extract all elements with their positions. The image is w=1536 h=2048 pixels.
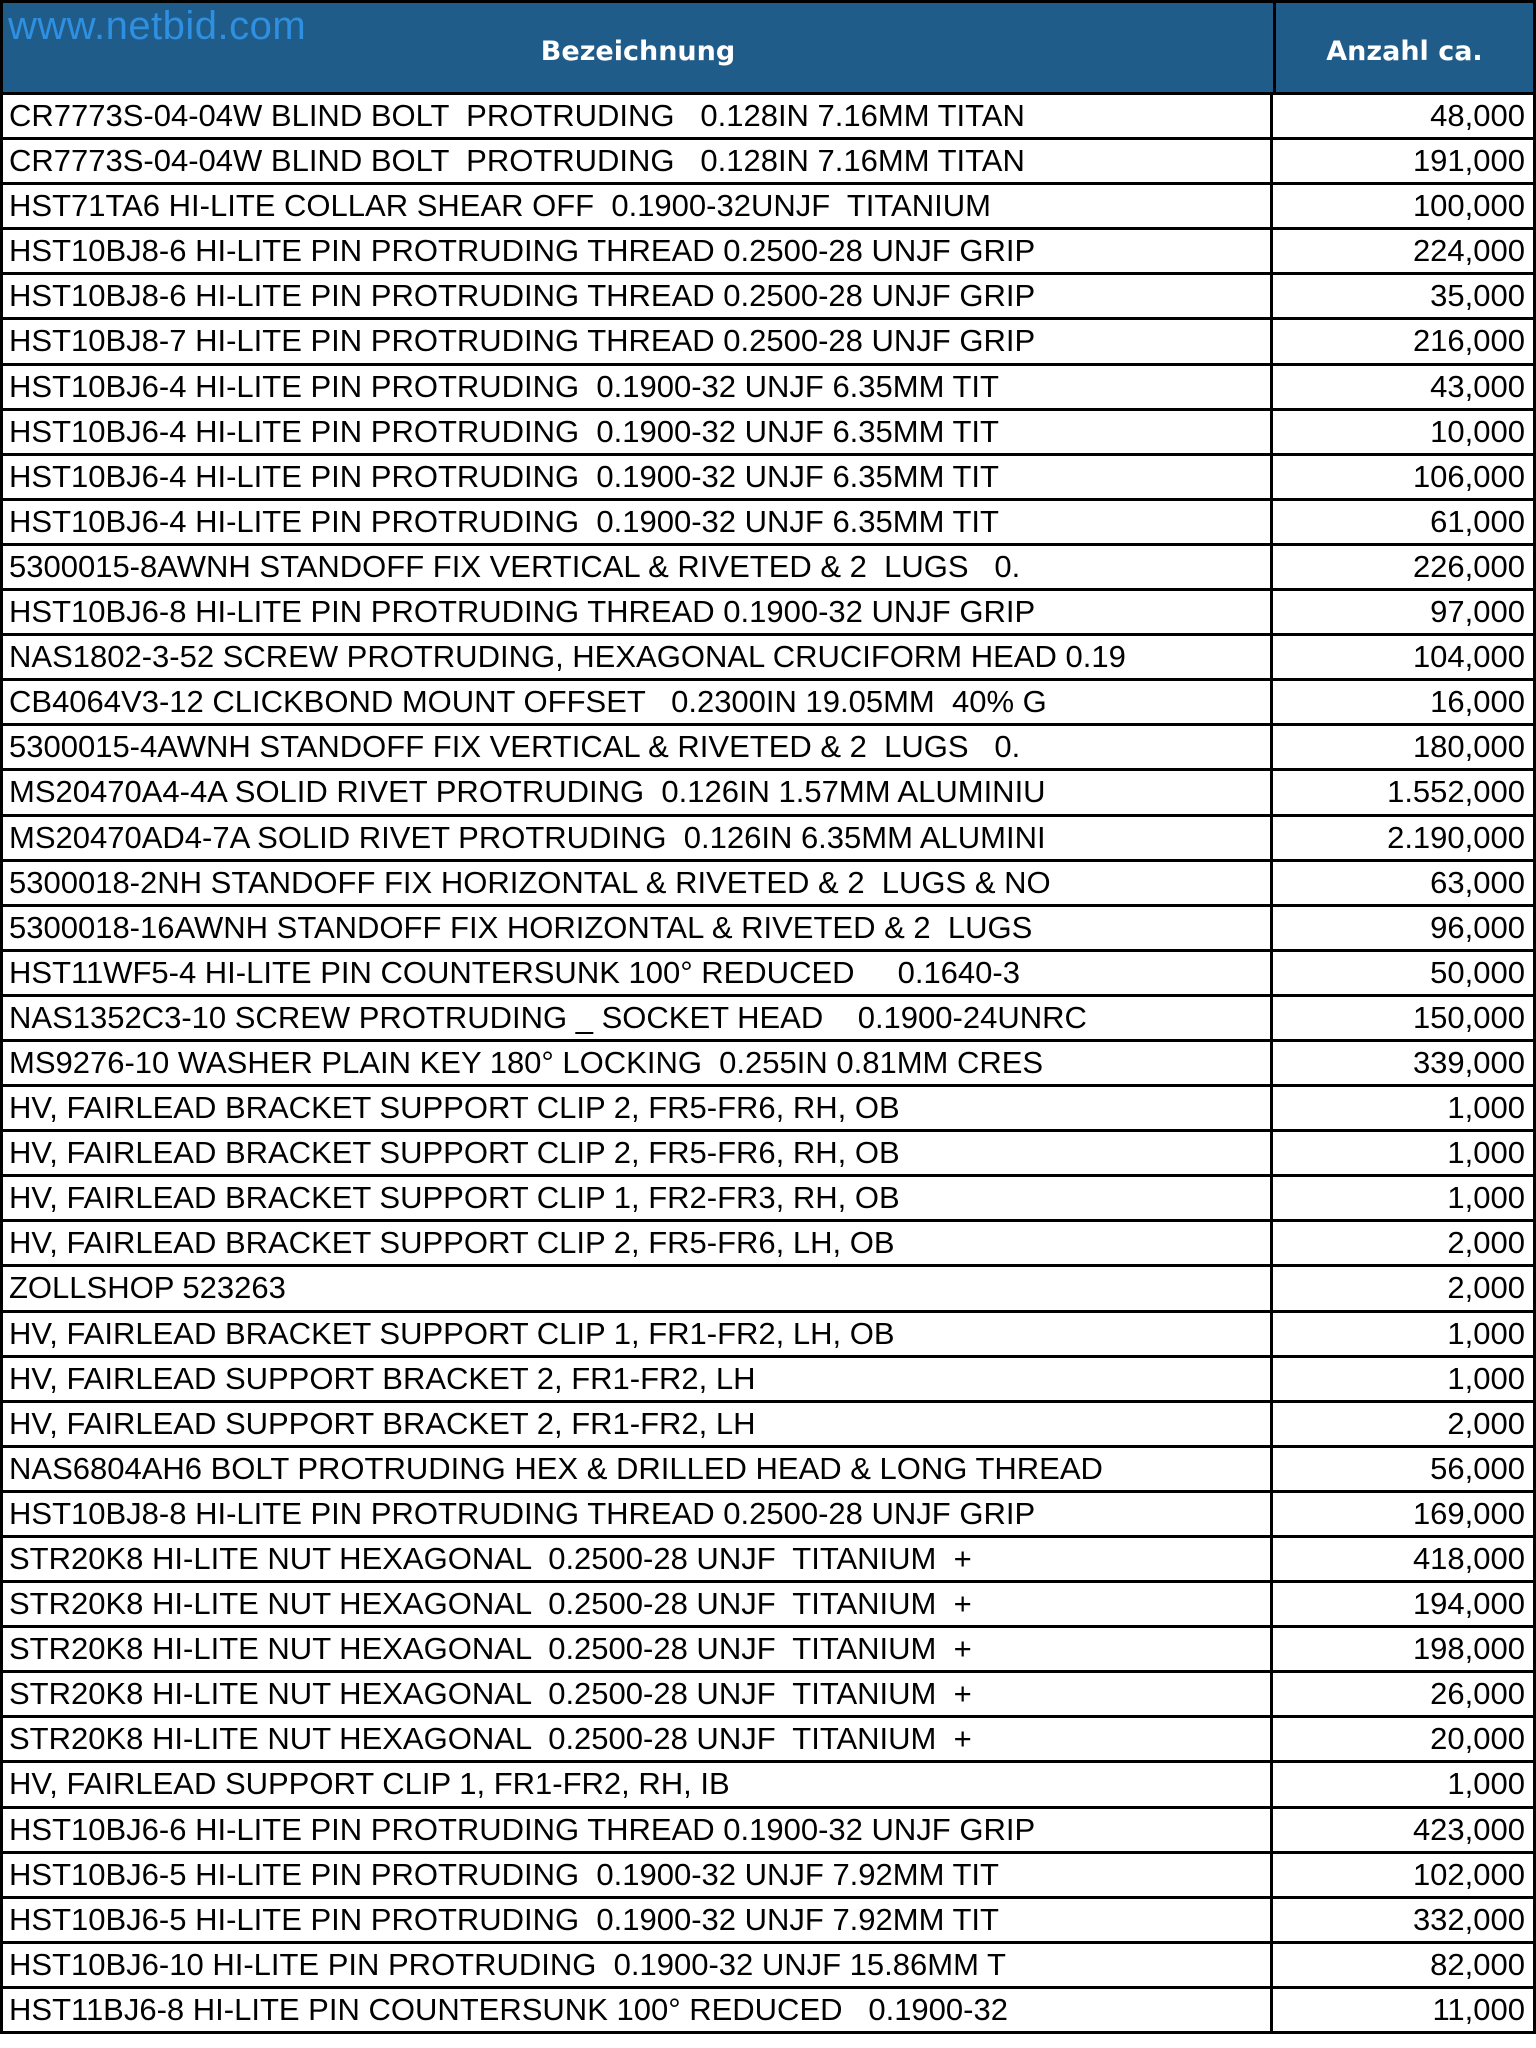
cell-description: HV, FAIRLEAD BRACKET SUPPORT CLIP 1, FR2-FR3, RH, OB (3, 1177, 1273, 1219)
cell-quantity: 216,000 (1412, 323, 1525, 359)
cell-quantity: 1,000 (1447, 1180, 1525, 1216)
cell-description: NAS1352C3-10 SCREW PROTRUDING _ SOCKET HEAD 0.1900-24UNRC (3, 997, 1273, 1039)
cell-quantity: 10,000 (1430, 413, 1525, 449)
cell-quantity: 50,000 (1430, 954, 1525, 990)
cell-quantity: 63,000 (1430, 864, 1525, 900)
cell-description: HV, FAIRLEAD SUPPORT BRACKET 2, FR1-FR2, LH (3, 1358, 1273, 1400)
table-row (0, 275, 1536, 320)
cell-quantity: 1,000 (1447, 1360, 1525, 1396)
table-row (0, 1854, 1536, 1899)
cell-description: HST10BJ6-10 HI-LITE PIN PROTRUDING 0.1900-32 UNJF 15.86MM T (3, 1944, 1273, 1986)
table-row (0, 1899, 1536, 1944)
cell-quantity: 423,000 (1412, 1811, 1525, 1847)
cell-description: HST10BJ6-4 HI-LITE PIN PROTRUDING 0.1900-32 UNJF 6.35MM TIT (3, 366, 1273, 408)
cell-quantity: 102,000 (1412, 1856, 1525, 1892)
cell-quantity: 61,000 (1430, 503, 1525, 539)
cell-description: HST11BJ6-8 HI-LITE PIN COUNTERSUNK 100° REDUCED 0.1900-32 (3, 1989, 1273, 2031)
cell-quantity: 150,000 (1412, 999, 1525, 1035)
cell-quantity: 1.552,000 (1387, 774, 1525, 810)
cell-description: HST10BJ8-6 HI-LITE PIN PROTRUDING THREAD 0.2500-28 UNJF GRIP (3, 230, 1273, 272)
cell-description: NAS1802-3-52 SCREW PROTRUDING, HEXAGONAL CRUCIFORM HEAD 0.19 (3, 636, 1273, 678)
cell-description: 5300018-2NH STANDOFF FIX HORIZONTAL & RIVETED & 2 LUGS & NO (3, 862, 1273, 904)
table-row (0, 997, 1536, 1042)
cell-quantity: 11,000 (1432, 1991, 1525, 2027)
table-row (0, 1944, 1536, 1989)
cell-description: HST10BJ6-4 HI-LITE PIN PROTRUDING 0.1900-32 UNJF 6.35MM TIT (3, 501, 1273, 543)
cell-description: HST10BJ6-6 HI-LITE PIN PROTRUDING THREAD 0.1900-32 UNJF GRIP (3, 1809, 1273, 1851)
cell-quantity: 16,000 (1430, 684, 1525, 720)
cell-description: CB4064V3-12 CLICKBOND MOUNT OFFSET 0.2300IN 19.05MM 40% G (3, 681, 1273, 723)
cell-description: MS20470A4-4A SOLID RIVET PROTRUDING 0.126IN 1.57MM ALUMINIU (3, 771, 1273, 813)
cell-description: HV, FAIRLEAD BRACKET SUPPORT CLIP 2, FR5-FR6, RH, OB (3, 1087, 1273, 1129)
table-row (0, 95, 1536, 140)
table-row (0, 501, 1536, 546)
cell-description: 5300018-16AWNH STANDOFF FIX HORIZONTAL & RIVETED & 2 LUGS (3, 907, 1273, 949)
cell-description: HV, FAIRLEAD SUPPORT CLIP 1, FR1-FR2, RH, IB (3, 1763, 1273, 1805)
cell-quantity: 194,000 (1412, 1586, 1525, 1622)
table-row (0, 411, 1536, 456)
table-row (0, 1809, 1536, 1854)
table-row (0, 1177, 1536, 1222)
cell-description: STR20K8 HI-LITE NUT HEXAGONAL 0.2500-28 UNJF TITANIUM + (3, 1583, 1273, 1625)
cell-quantity: 1,000 (1447, 1315, 1525, 1351)
cell-description: HST71TA6 HI-LITE COLLAR SHEAR OFF 0.1900-32UNJF TITANIUM (3, 185, 1273, 227)
cell-description: STR20K8 HI-LITE NUT HEXAGONAL 0.2500-28 UNJF TITANIUM + (3, 1718, 1273, 1760)
cell-quantity: 43,000 (1430, 368, 1525, 404)
table-row (0, 726, 1536, 771)
cell-description: HST10BJ6-4 HI-LITE PIN PROTRUDING 0.1900-32 UNJF 6.35MM TIT (3, 456, 1273, 498)
table-row (0, 952, 1536, 997)
cell-quantity: 1,000 (1447, 1135, 1525, 1171)
cell-description: MS20470AD4-7A SOLID RIVET PROTRUDING 0.126IN 6.35MM ALUMINI (3, 817, 1273, 859)
cell-description: HST10BJ8-6 HI-LITE PIN PROTRUDING THREAD 0.2500-28 UNJF GRIP (3, 275, 1273, 317)
cell-quantity: 97,000 (1430, 594, 1525, 630)
cell-quantity: 82,000 (1430, 1946, 1525, 1982)
cell-quantity: 100,000 (1412, 188, 1525, 224)
cell-quantity: 20,000 (1430, 1721, 1525, 1757)
table-row (0, 771, 1536, 816)
table-row (0, 1313, 1536, 1358)
table-row (0, 907, 1536, 952)
cell-description: HV, FAIRLEAD BRACKET SUPPORT CLIP 2, FR5-FR6, LH, OB (3, 1222, 1273, 1264)
table-row (0, 681, 1536, 726)
cell-quantity: 191,000 (1412, 143, 1525, 179)
cell-description: HST10BJ6-8 HI-LITE PIN PROTRUDING THREAD 0.1900-32 UNJF GRIP (3, 591, 1273, 633)
table-row (0, 1222, 1536, 1267)
table-body (0, 95, 1536, 2034)
table-row (0, 320, 1536, 365)
cell-description: STR20K8 HI-LITE NUT HEXAGONAL 0.2500-28 UNJF TITANIUM + (3, 1538, 1273, 1580)
cell-quantity: 2,000 (1447, 1405, 1525, 1441)
cell-quantity: 180,000 (1412, 729, 1525, 765)
cell-description: NAS6804AH6 BOLT PROTRUDING HEX & DRILLED HEAD & LONG THREAD (3, 1448, 1273, 1490)
cell-quantity: 2,000 (1447, 1270, 1525, 1306)
cell-quantity: 2.190,000 (1387, 819, 1525, 855)
cell-description: STR20K8 HI-LITE NUT HEXAGONAL 0.2500-28 UNJF TITANIUM + (3, 1628, 1273, 1670)
cell-quantity: 26,000 (1430, 1676, 1525, 1712)
table-row (0, 1087, 1536, 1132)
cell-quantity: 332,000 (1412, 1901, 1525, 1937)
table-row (0, 1989, 1536, 2034)
cell-quantity: 104,000 (1412, 639, 1525, 675)
cell-description: 5300015-8AWNH STANDOFF FIX VERTICAL & RIVETED & 2 LUGS 0. (3, 546, 1273, 588)
table-row (0, 456, 1536, 501)
cell-quantity: 35,000 (1430, 278, 1525, 314)
table-row (0, 862, 1536, 907)
cell-quantity: 224,000 (1412, 233, 1525, 269)
table-row (0, 1358, 1536, 1403)
table-row (0, 1042, 1536, 1087)
column-header-description: Bezeichnung (3, 3, 1276, 92)
table-row (0, 1763, 1536, 1808)
table-row (0, 1267, 1536, 1312)
cell-description: STR20K8 HI-LITE NUT HEXAGONAL 0.2500-28 UNJF TITANIUM + (3, 1673, 1273, 1715)
cell-description: HV, FAIRLEAD BRACKET SUPPORT CLIP 2, FR5-FR6, RH, OB (3, 1132, 1273, 1174)
table-row (0, 1583, 1536, 1628)
cell-description: HV, FAIRLEAD BRACKET SUPPORT CLIP 1, FR1-FR2, LH, OB (3, 1313, 1273, 1355)
cell-quantity: 2,000 (1447, 1225, 1525, 1261)
table-row (0, 1673, 1536, 1718)
cell-description: HST10BJ6-5 HI-LITE PIN PROTRUDING 0.1900-32 UNJF 7.92MM TIT (3, 1854, 1273, 1896)
table-row (0, 636, 1536, 681)
cell-quantity: 56,000 (1430, 1450, 1525, 1486)
cell-quantity: 48,000 (1430, 98, 1525, 133)
table-row (0, 1628, 1536, 1673)
table-row (0, 817, 1536, 862)
table-row (0, 1403, 1536, 1448)
cell-description: HST10BJ8-8 HI-LITE PIN PROTRUDING THREAD 0.2500-28 UNJF GRIP (3, 1493, 1273, 1535)
cell-description: MS9276-10 WASHER PLAIN KEY 180° LOCKING 0.255IN 0.81MM CRES (3, 1042, 1273, 1084)
table-row (0, 230, 1536, 275)
table-row (0, 546, 1536, 591)
table-row (0, 1718, 1536, 1763)
table-row (0, 140, 1536, 185)
cell-quantity: 169,000 (1412, 1495, 1525, 1531)
cell-quantity: 226,000 (1412, 548, 1525, 584)
cell-description: ZOLLSHOP 523263 (3, 1267, 1273, 1309)
table-row (0, 591, 1536, 636)
cell-quantity: 106,000 (1412, 458, 1525, 494)
cell-quantity: 339,000 (1412, 1044, 1525, 1080)
cell-quantity: 1,000 (1447, 1090, 1525, 1126)
table-row (0, 366, 1536, 411)
table-row (0, 1493, 1536, 1538)
cell-quantity: 418,000 (1412, 1541, 1525, 1576)
cell-description: HST10BJ6-5 HI-LITE PIN PROTRUDING 0.1900-32 UNJF 7.92MM TIT (3, 1899, 1273, 1941)
watermark: www.netbid.com (8, 4, 307, 48)
table-row (0, 1538, 1536, 1583)
cell-description: HST10BJ8-7 HI-LITE PIN PROTRUDING THREAD 0.2500-28 UNJF GRIP (3, 320, 1273, 362)
cell-quantity: 198,000 (1412, 1631, 1525, 1667)
cell-description: HST10BJ6-4 HI-LITE PIN PROTRUDING 0.1900-32 UNJF 6.35MM TIT (3, 411, 1273, 453)
cell-description: HST11WF5-4 HI-LITE PIN COUNTERSUNK 100° REDUCED 0.1640-3 (3, 952, 1273, 994)
table-row (0, 1132, 1536, 1177)
column-header-quantity: Anzahl ca. (1326, 36, 1483, 67)
cell-description: HV, FAIRLEAD SUPPORT BRACKET 2, FR1-FR2, LH (3, 1403, 1273, 1445)
cell-description: 5300015-4AWNH STANDOFF FIX VERTICAL & RIVETED & 2 LUGS 0. (3, 726, 1273, 768)
cell-quantity: 1,000 (1447, 1766, 1525, 1802)
table-row (0, 185, 1536, 230)
cell-description: CR7773S-04-04W BLIND BOLT PROTRUDING 0.128IN 7.16MM TITAN (3, 95, 1273, 137)
cell-description: CR7773S-04-04W BLIND BOLT PROTRUDING 0.128IN 7.16MM TITAN (3, 140, 1273, 182)
cell-quantity: 96,000 (1430, 909, 1525, 945)
table-row (0, 1448, 1536, 1493)
